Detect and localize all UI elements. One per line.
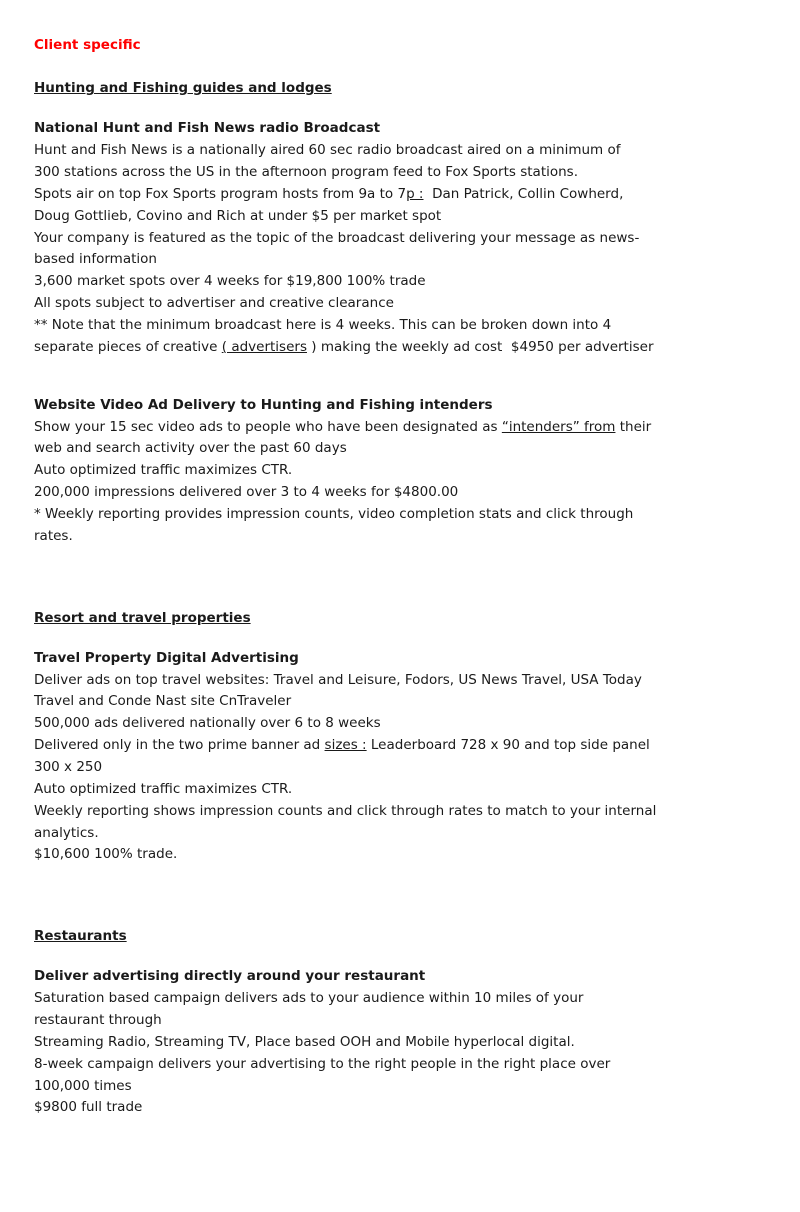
item-line: Weekly reporting shows impression counts and click through rates to match to your internal analytics. (34, 802, 657, 841)
item-line: Saturation based campaign delivers ads to your audience within 10 miles of your restaurant through (34, 990, 584, 1028)
section-resort-travel (34, 584, 752, 867)
item-line: 8-week campaign delivers your advertising to the right people in the right place over 100,000 times (34, 1055, 611, 1094)
section-heading: Resort and travel properties (34, 609, 251, 626)
item-line: $9800 full trade (34, 1099, 143, 1116)
section-heading: Hunting and Fishing guides and lodges (34, 80, 332, 97)
item-line: Auto optimized traffic maximizes CTR. (34, 462, 293, 479)
item-line: Spots air on top Fox Sports program hosts from 9a to 7p : Dan Patrick, Collin Cowherd, Doug Gottlieb, Covino and Rich at under $5 per market spot (34, 185, 624, 224)
spacer (34, 548, 752, 584)
item-line: Delivered only in the two prime banner ad sizes : Leaderboard 728 x 90 and top side panel 300 x 250 (34, 737, 650, 775)
item-line: All spots subject to advertiser and creative clearance (34, 295, 394, 312)
spacer (34, 359, 752, 395)
page-title: Client specific (34, 37, 141, 53)
item-line: Deliver ads on top travel websites: Travel and Leisure, Fodors, US News Travel, USA Today Travel and Conde Nast site CnTraveler (34, 671, 642, 710)
item-restaurant-advertising (34, 966, 752, 1119)
item-subheading: Deliver advertising directly around your restaurant (34, 968, 426, 985)
inline-underline: ( advertisers (221, 338, 307, 355)
section-restaurants (34, 902, 752, 1119)
item-line: Auto optimized traffic maximizes CTR. (34, 780, 293, 797)
item-line: 3,600 market spots over 4 weeks for $19,800 100% trade (34, 273, 426, 290)
item-line: 200,000 impressions delivered over 3 to 4 weeks for $4800.00 (34, 484, 459, 501)
item-line: * Weekly reporting provides impression counts, video completion stats and click through rates. (34, 505, 634, 544)
inline-underline: “intenders” from (501, 418, 616, 435)
item-travel-digital-advertising (34, 648, 752, 867)
inline-underline: sizes : (324, 737, 367, 754)
inline-underline: p : (406, 185, 424, 202)
item-subheading: National Hunt and Fish News radio Broadcast (34, 120, 381, 137)
item-line: ** Note that the minimum broadcast here is 4 weeks. This can be broken down into 4 separate pieces of creative ( advertisers ) making the weekly ad cost $4950 per advertiser (34, 316, 654, 355)
item-line: $10,600 100% trade. (34, 846, 178, 863)
item-website-video-ad (34, 395, 752, 548)
item-radio-broadcast (34, 118, 752, 358)
item-subheading: Website Video Ad Delivery to Hunting and Fishing intenders (34, 396, 493, 413)
item-line: Hunt and Fish News is a nationally aired 60 sec radio broadcast aired on a minimum of 300 stations across the US in the afternoon program feed to Fox Sports stations. (34, 142, 621, 180)
item-line: 500,000 ads delivered nationally over 6 to 8 weeks (34, 715, 381, 732)
item-line: Show your 15 sec video ads to people who have been designated as “intenders” from their web and search activity over the past 60 days (34, 418, 652, 457)
item-line: Streaming Radio, Streaming TV, Place based OOH and Mobile hyperlocal digital. (34, 1033, 575, 1050)
item-line: Your company is featured as the topic of the broadcast delivering your message as news-based information (34, 229, 640, 268)
spacer (34, 866, 752, 902)
section-hunting-fishing (34, 54, 752, 547)
section-heading: Restaurants (34, 928, 127, 945)
item-subheading: Travel Property Digital Advertising (34, 649, 299, 666)
